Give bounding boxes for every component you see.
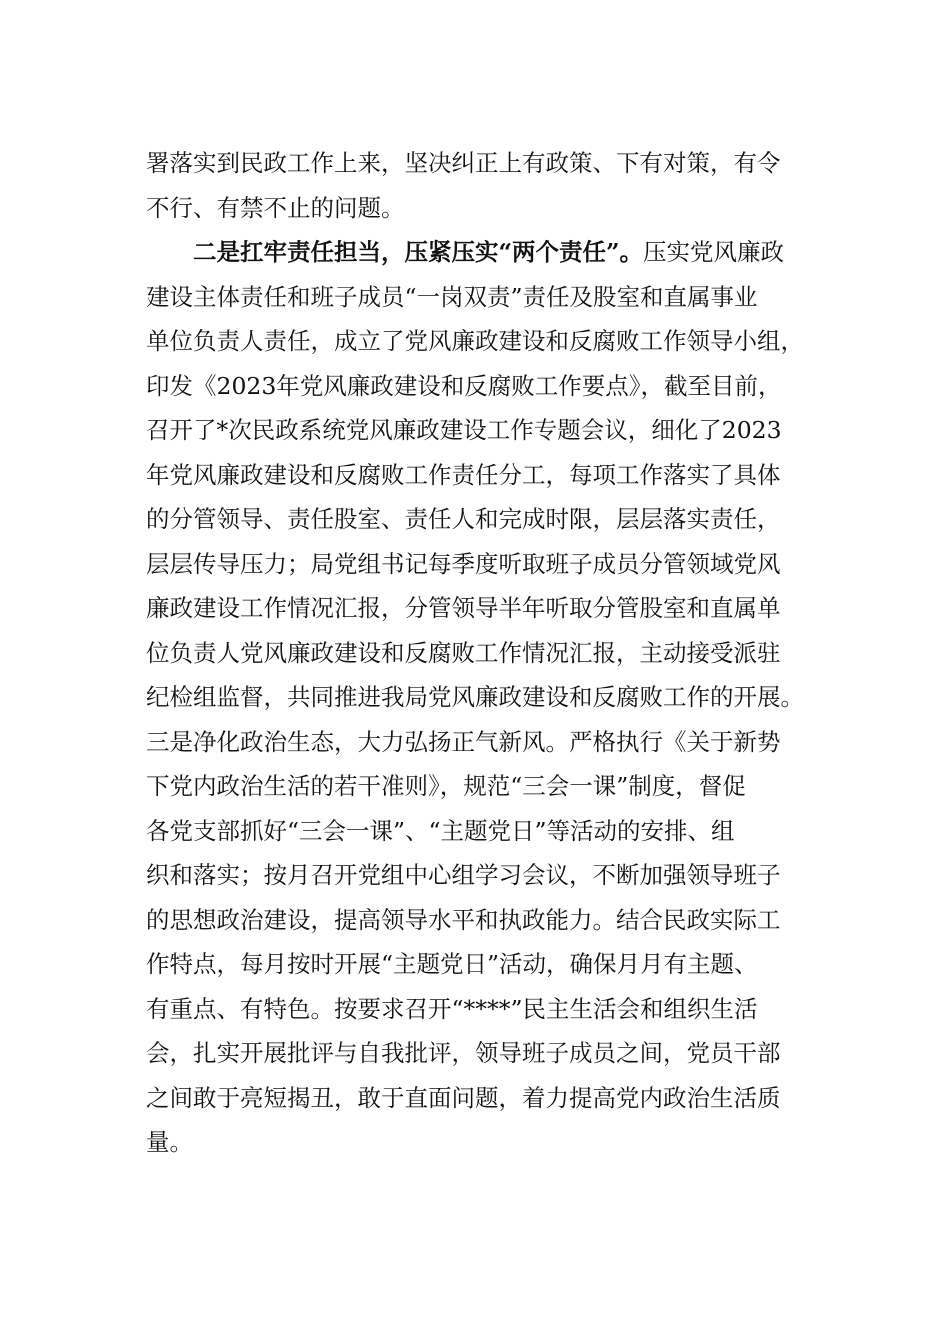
document-body xyxy=(146,141,846,1165)
paragraph-1-line-2: 不行、有禁不止的问题。 xyxy=(146,193,405,222)
paragraph-3-line: 作特点，每月按时开展“主题党日”活动，确保月月有主题、 xyxy=(146,950,758,978)
paragraph-3-line: 织和落实；按月召开党组中心组学习会议，不断加强领导班子 xyxy=(146,861,781,889)
paragraph-2-first-line-rest: 压实党风廉政 xyxy=(643,238,785,266)
paragraph-3-line: 有重点、有特色。按要求召开“****”民主生活会和组织生活 xyxy=(146,994,758,1023)
paragraph-3-line: 的思想政治建设，提高领导水平和执政能力。结合民政实际工 xyxy=(146,905,781,934)
paragraph-1-line-1: 署落实到民政工作上来，坚决纠正上有政策、下有对策，有令 xyxy=(146,149,781,177)
paragraph-2-line: 建设主体责任和班子成员“一岗双责”责任及股室和直属事业 xyxy=(146,282,758,311)
paragraph-2-line: 印发《2023年党风廉政建设和反腐败工作要点》，截至目前， xyxy=(146,371,782,400)
paragraph-2-first-line xyxy=(146,230,846,275)
paragraph-3-line: 之间敢于亮短揭丑，敢于直面问题，着力提高党内政治生活质 xyxy=(146,1083,781,1112)
paragraph-2-line: 的分管领导、责任股室、责任人和完成时限，层层落实责任， xyxy=(146,505,781,533)
paragraph-2-line: 廉政建设工作情况汇报，分管领导半年听取分管股室和直属单 xyxy=(146,594,781,622)
paragraph-2-line: 位负责人党风廉政建设和反腐败工作情况汇报，主动接受派驻 xyxy=(146,638,781,667)
paragraph-3-line: 各党支部抓好“三会一课”、“主题党日”等活动的安排、组 xyxy=(146,816,735,845)
paragraph-3-line: 下党内政治生活的若干准则》，规范“三会一课”制度，督促 xyxy=(146,772,746,800)
paragraph-2-heading: 二是扛牢责任担当，压紧压实“两个责任”。 xyxy=(193,238,644,266)
paragraph-3-line: 三是净化政治生态，大力弘扬正气新风。严格执行《关于新势 xyxy=(146,727,781,756)
paragraph-3-line: 会，扎实开展批评与自我批评，领导班子成员之间，党员干部 xyxy=(146,1039,781,1067)
paragraph-2-line: 年党风廉政建设和反腐败工作责任分工，每项工作落实了具体 xyxy=(146,460,781,489)
paragraph-2-line: 召开了*次民政系统党风廉政建设工作专题会议，细化了2023 xyxy=(146,416,782,444)
paragraph-2-line: 单位负责人责任，成立了党风廉政建设和反腐败工作领导小组， xyxy=(146,327,804,355)
paragraph-3-line: 量。 xyxy=(146,1128,193,1156)
paragraph-2-line: 层层传导压力；局党组书记每季度听取班子成员分管领域党风 xyxy=(146,549,781,578)
paragraph-2-line: 纪检组监督，共同推进我局党风廉政建设和反腐败工作的开展。 xyxy=(146,683,804,711)
